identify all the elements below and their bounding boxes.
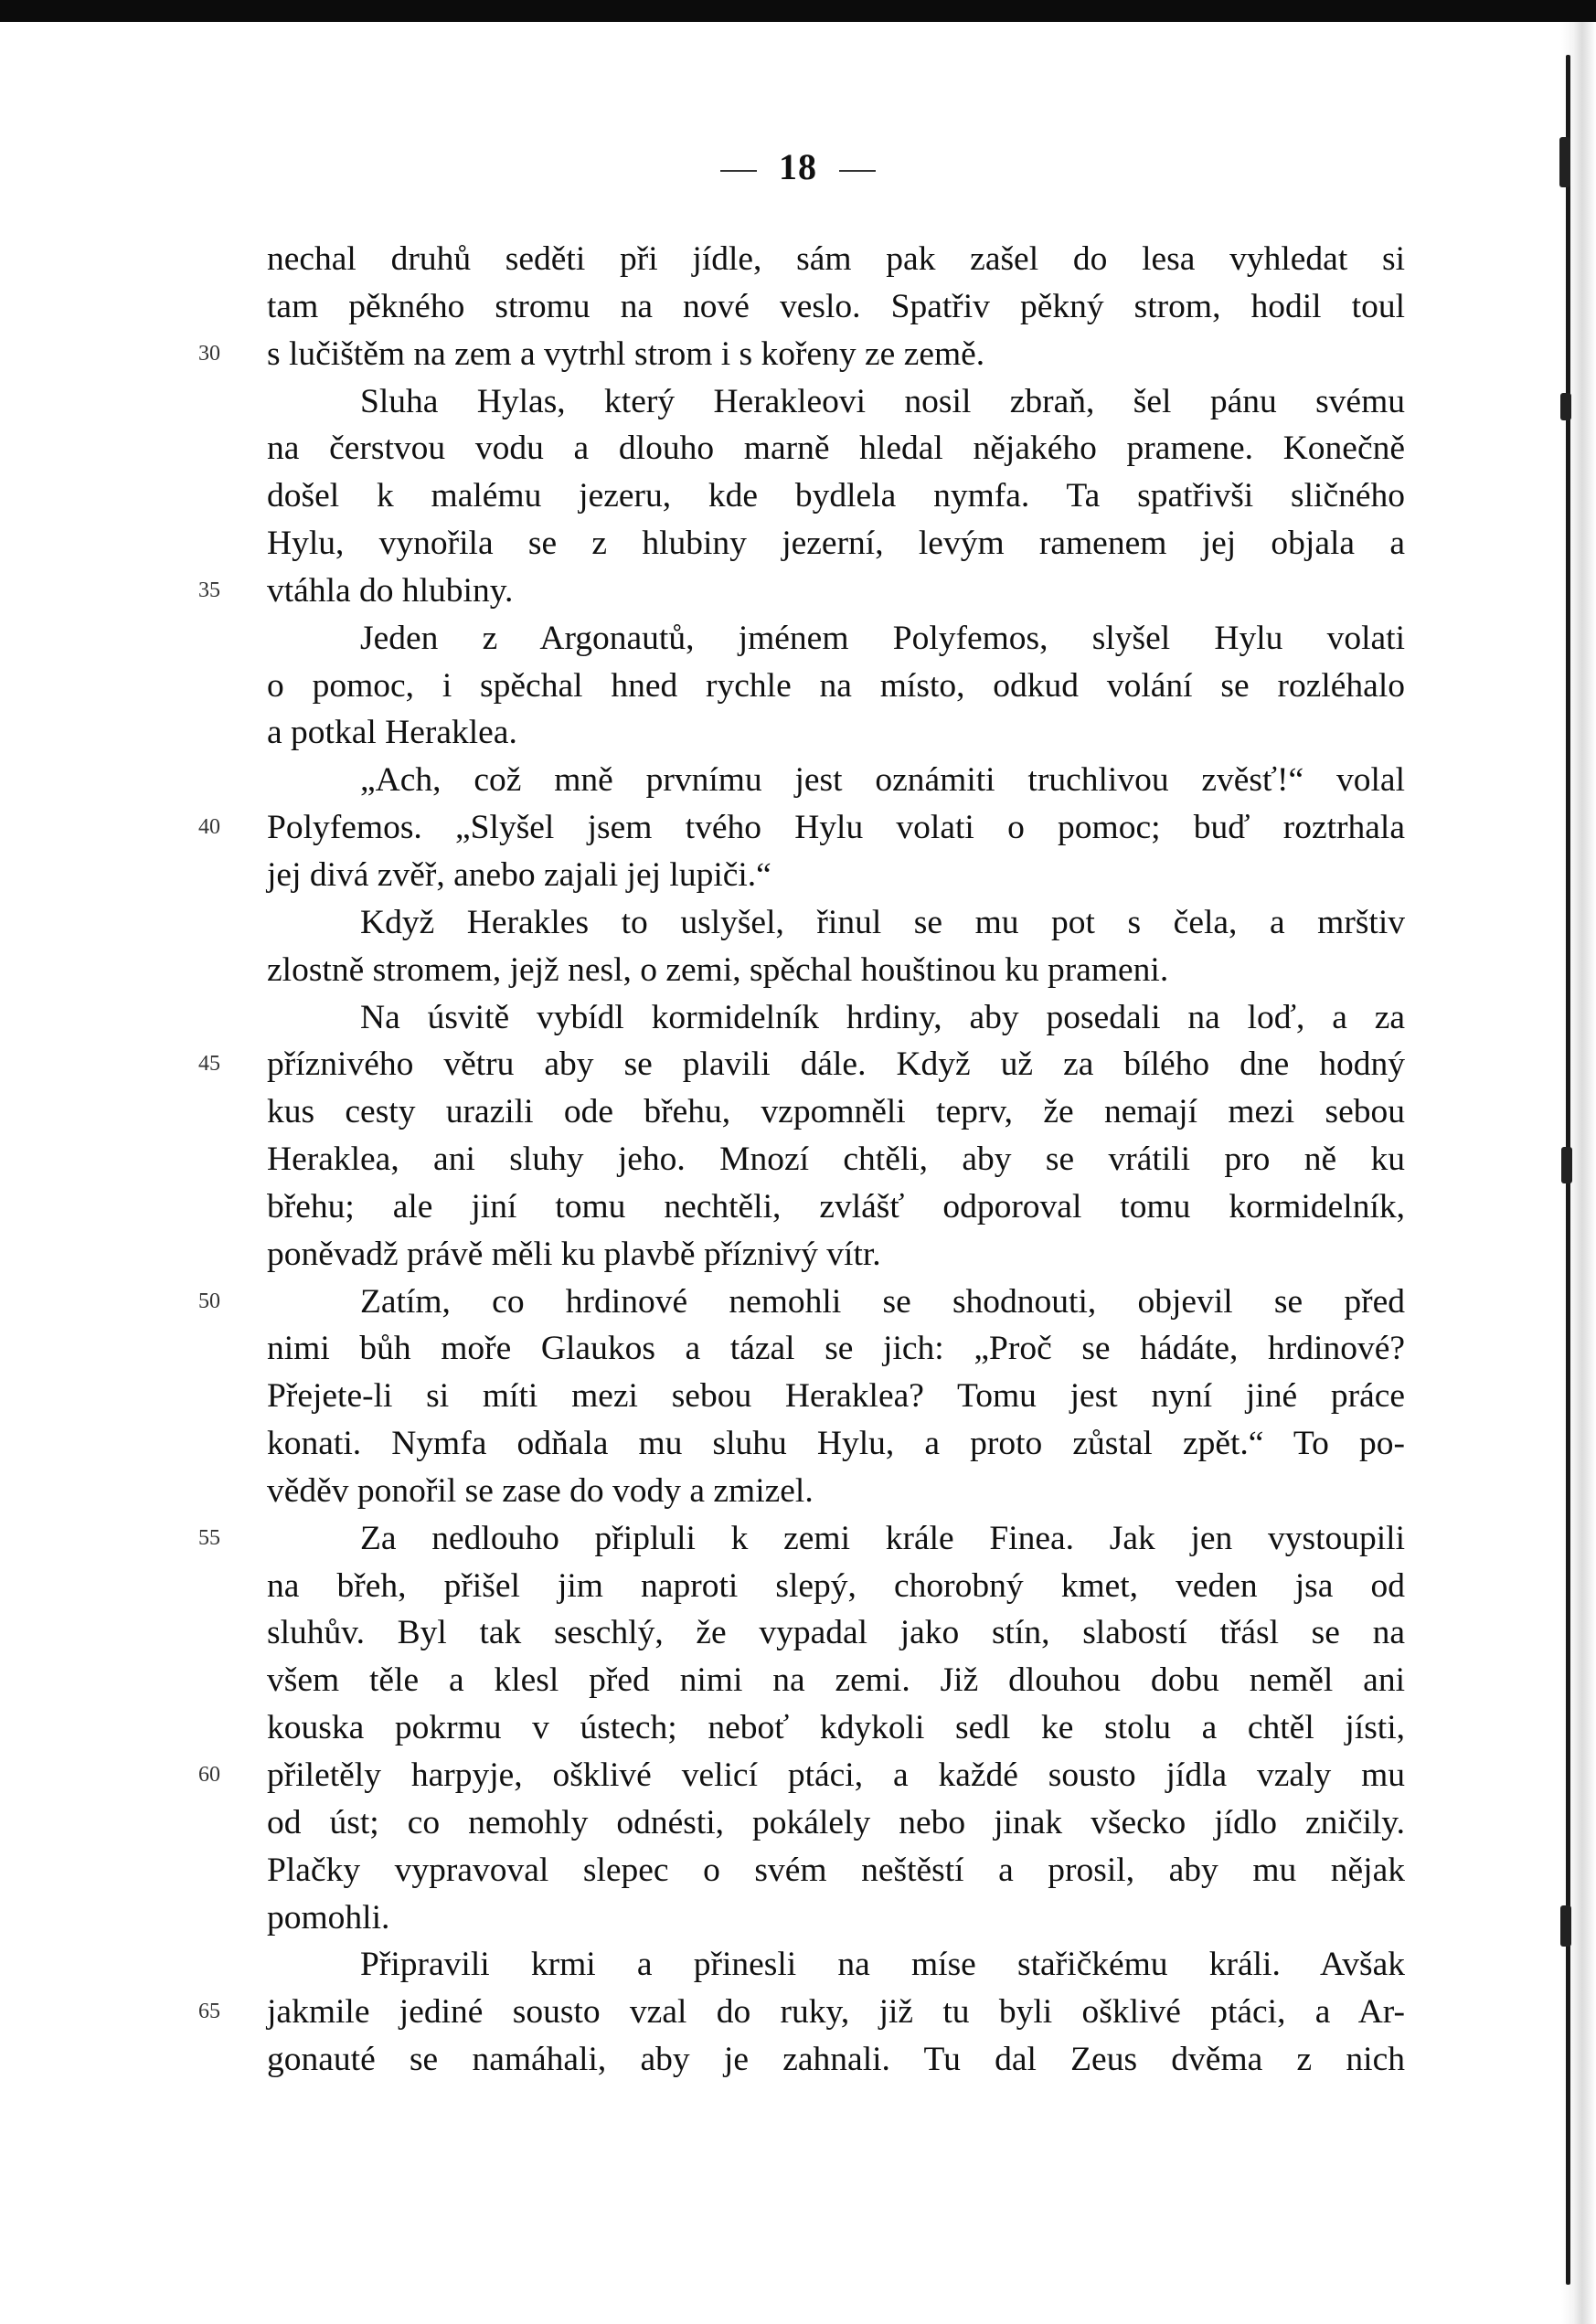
line-number: 50 <box>198 1289 220 1313</box>
line-number: 35 <box>198 578 220 602</box>
line-text: Připravili krmi a přinesli na míse stařičkému králi. Avšak <box>360 1946 1405 1984</box>
text-line <box>198 1752 1405 1799</box>
text-line <box>267 1894 1405 1942</box>
line-text: přiletěly harpyje, ošklivé velicí ptáci, a každé sousto jídla vzaly mu <box>267 1756 1405 1794</box>
line-text: nimi bůh moře Glaukos a tázal se jich: „Proč se hádáte, hrdinové? <box>267 1330 1405 1368</box>
page-header <box>0 135 1596 199</box>
text-line <box>198 1041 1405 1088</box>
page-number: 18 <box>779 146 817 187</box>
scan-edge-mark <box>1561 1147 1572 1183</box>
text-line <box>267 1657 1405 1704</box>
text-line <box>267 520 1405 568</box>
line-text: Jeden z Argonautů, jménem Polyfemos, slyšel Hylu volati <box>360 619 1405 657</box>
header-dash-left <box>720 170 757 172</box>
line-text: všem těle a klesl před nimi na zemi. Již dlouhou dobu neměl ani <box>267 1661 1405 1700</box>
text-line <box>267 1799 1405 1847</box>
text-line <box>267 425 1405 472</box>
text-line <box>267 1231 1405 1279</box>
line-text: gonauté se namáhali, aby je zahnali. Tu dal Zeus dvěma z nich <box>267 2041 1405 2079</box>
text-line <box>267 1468 1405 1515</box>
line-text: o pomoc, i spěchal hned rychle na místo, odkud volání se rozléhalo <box>267 666 1405 705</box>
text-line <box>267 615 1405 663</box>
text-line <box>267 947 1405 994</box>
text-line <box>267 1609 1405 1657</box>
text-line <box>267 1183 1405 1231</box>
line-number: 40 <box>198 815 220 840</box>
line-text: vtáhla do hlubiny. <box>267 571 514 610</box>
text-line <box>267 1847 1405 1894</box>
text-line <box>267 1420 1405 1468</box>
line-text: na čerstvou vodu a dlouho marně hledal nějakého pramene. Konečně <box>267 430 1405 468</box>
text-line <box>267 1941 1405 1989</box>
text-line <box>198 1279 1405 1326</box>
text-line <box>267 472 1405 520</box>
text-line <box>267 1136 1405 1183</box>
line-text: s lučištěm na zem a vytrhl strom i s kořeny ze země. <box>267 334 985 373</box>
line-text: sluhův. Byl tak seschlý, že vypadal jako stín, slabostí třásl se na <box>267 1614 1405 1652</box>
line-text: kus cesty urazili ode břehu, vzpomněli teprv, že nemají mezi sebou <box>267 1093 1405 1131</box>
line-text: Na úsvitě vybídl kormidelník hrdiny, aby posedali na loď, a za <box>360 998 1405 1036</box>
line-text: jakmile jediné sousto vzal do ruky, již tu byli ošklivé ptáci, a Ar- <box>267 1993 1405 2032</box>
scan-top-border <box>0 0 1596 22</box>
line-text: poněvadž právě měli ku plavbě příznivý vítr. <box>267 1235 881 1273</box>
line-text: Za nedlouho připluli k zemi krále Finea. Jak jen vystoupili <box>360 1519 1405 1557</box>
text-line <box>267 709 1405 757</box>
line-text: od úst; co nemohly odnésti, pokálely nebo jinak všecko jídlo zničily. <box>267 1803 1405 1841</box>
text-line <box>198 568 1405 615</box>
text-line <box>267 1088 1405 1136</box>
scan-edge-mark <box>1560 1905 1571 1947</box>
line-text: pomohli. <box>267 1898 390 1937</box>
text-line <box>198 804 1405 852</box>
line-text: nechal druhů seděti při jídle, sám pak zašel do lesa vyhledat si <box>267 240 1405 278</box>
text-line <box>267 994 1405 1042</box>
line-text: kouska pokrmu v ústech; neboť kdykoli sedl ke stolu a chtěl jísti, <box>267 1709 1405 1747</box>
text-line <box>267 378 1405 426</box>
line-text: došel k malému jezeru, kde bydlela nymfa. Ta spatřivši sličného <box>267 477 1405 515</box>
line-text: jej divá zvěř, anebo zajali jej lupiči.“ <box>267 855 771 894</box>
text-line <box>267 852 1405 899</box>
text-line <box>267 2036 1405 2084</box>
body-text <box>198 236 1405 2084</box>
line-number: 60 <box>198 1763 220 1787</box>
line-text: „Ach, což mně prvnímu jest oznámiti truchlivou zvěsť!“ volal <box>360 761 1405 800</box>
text-line <box>267 663 1405 710</box>
line-number: 55 <box>198 1525 220 1550</box>
text-line <box>267 757 1405 804</box>
text-line <box>267 1704 1405 1752</box>
line-text: příznivého větru aby se plavili dále. Když už za bílého dne hodný <box>267 1045 1405 1084</box>
line-text: Heraklea, ani sluhy jeho. Mnozí chtěli, aby se vrátili pro ně ku <box>267 1141 1405 1179</box>
line-text: konati. Nymfa odňala mu sluhu Hylu, a proto zůstal zpět.“ To po- <box>267 1425 1405 1463</box>
line-number: 65 <box>198 2000 220 2024</box>
line-text: věděv ponořil se zase do vody a zmizel. <box>267 1471 814 1510</box>
header-dash-right <box>839 170 876 172</box>
line-number: 30 <box>198 341 220 366</box>
line-text: Sluha Hylas, který Herakleovi nosil zbraň, šel pánu svému <box>360 382 1405 420</box>
line-text: Zatím, co hrdinové nemohli se shodnouti, objevil se před <box>360 1282 1405 1321</box>
text-line <box>198 331 1405 378</box>
line-text: Přejete-li si míti mezi sebou Heraklea? Tomu jest nyní jiné práce <box>267 1377 1405 1416</box>
line-text: břehu; ale jiní tomu nechtěli, zvlášť odporoval tomu kormidelník, <box>267 1187 1405 1226</box>
line-text: zlostně stromem, jejž nesl, o zemi, spěchal houštinou ku prameni. <box>267 950 1169 989</box>
line-text: Hylu, vynořila se z hlubiny jezerní, levým ramenem jej objala a <box>267 525 1405 563</box>
line-text: na břeh, přišel jim naproti slepý, chorobný kmet, veden jsa od <box>267 1566 1405 1605</box>
text-line <box>267 283 1405 331</box>
line-text: a potkal Heraklea. <box>267 714 517 752</box>
line-text: tam pěkného stromu na nové veslo. Spatřiv pěkný strom, hodil toul <box>267 287 1405 325</box>
scan-edge-mark <box>1560 393 1571 420</box>
line-number: 45 <box>198 1052 220 1077</box>
text-line <box>267 899 1405 947</box>
text-line <box>198 1989 1405 2036</box>
line-text: Když Herakles to uslyšel, řinul se mu pot s čela, a mrštiv <box>360 903 1405 941</box>
line-text: Plačky vypravoval slepec o svém neštěstí a prosil, aby mu nějak <box>267 1851 1405 1889</box>
text-line <box>267 236 1405 283</box>
text-line <box>198 1515 1405 1563</box>
line-text: Polyfemos. „Slyšel jsem tvého Hylu volati o pomoc; buď roztrhala <box>267 809 1405 847</box>
text-line <box>267 1563 1405 1610</box>
text-line <box>267 1373 1405 1420</box>
text-line <box>267 1325 1405 1373</box>
